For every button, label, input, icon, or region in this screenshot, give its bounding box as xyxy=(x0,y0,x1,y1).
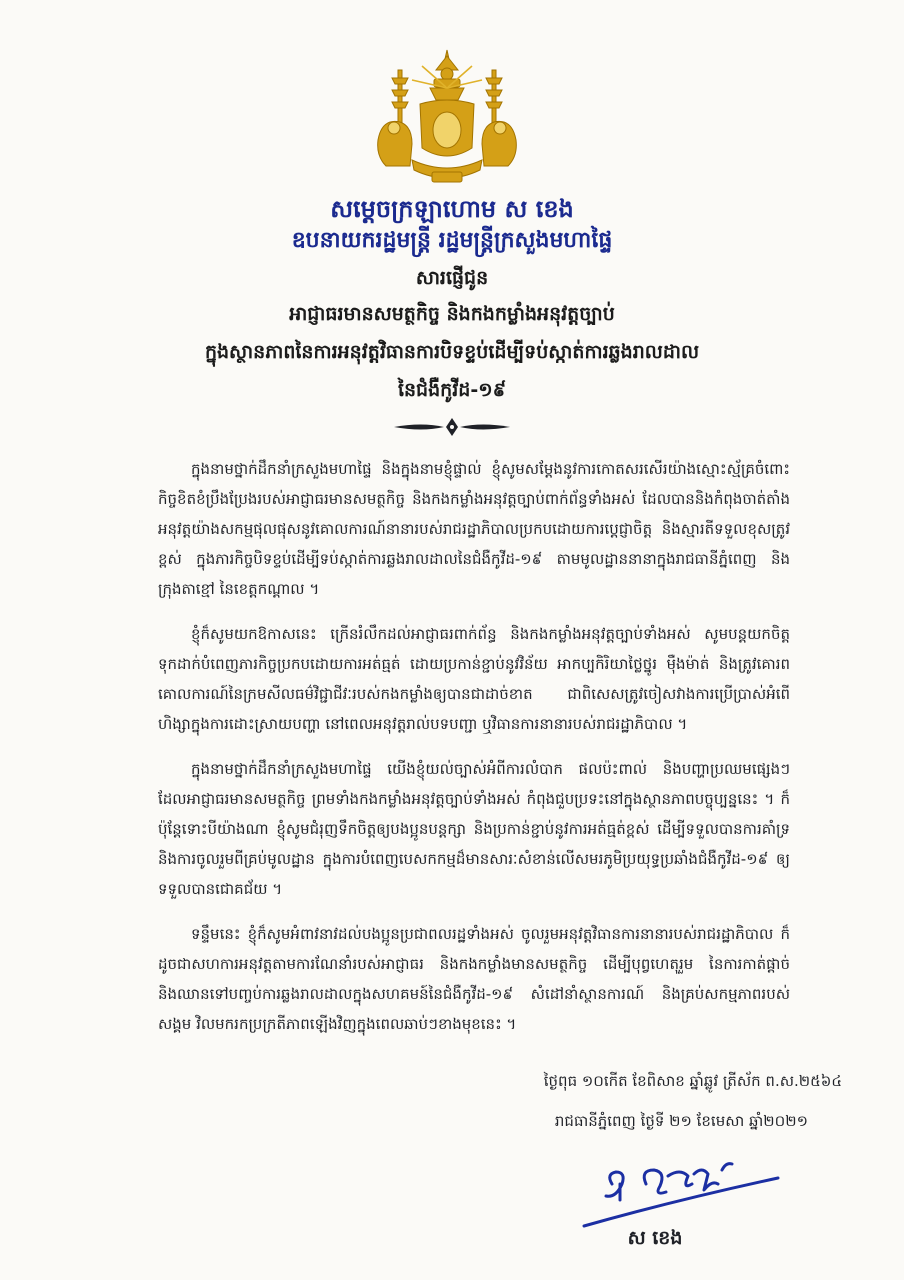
signer-name: ស ខេង xyxy=(627,1227,683,1249)
lunar-date: ថ្ងៃពុធ ១០កើត ខែពិសាខ ឆ្នាំឆ្លូវ ត្រីស័ក ព.ស.២៥៦៤ xyxy=(543,1072,842,1090)
solar-date: រាជធានីភ្នំពេញ ថ្ងៃទី ២១ ខែមេសា ឆ្នាំ២០២១ xyxy=(554,1112,808,1130)
royal-emblem-icon xyxy=(372,48,522,188)
body-paragraph: ក្នុងនាមថ្នាក់ដឹកនាំក្រសួងមហាផ្ទៃ និងក្នុងនាមខ្ញុំផ្ទាល់ ខ្ញុំសូមសម្តែងនូវការកោតសរសើរយ៉ាងស្មោះស្ម័គ្រចំពោះកិច្ចខិតខំប្រឹងប្រែងរបស់អាជ្ញាធរមានសមត្ថកិច្ច និងកងកម្លាំងអនុវត្តច្បាប់ពាក់ព័ន្ធទាំងអស់ ដែលបាននិងកំពុងចាត់តាំងអនុវត្តយ៉ាងសកម្មផុលផុសនូវគោលការណ៍នានារបស់រាជរដ្ឋាភិបាលប្រកបដោយការប្តេជ្ញាចិត្ត និងស្មារតីទទួលខុសត្រូវខ្ពស់ ក្នុងភារកិច្ចបិទខ្ទប់ដើម្បីទប់ស្កាត់ការឆ្លងរាលដាលនៃជំងឺកូវីដ-១៩ តាមមូលដ្ឋាននានាក្នុងរាជធានីភ្នំពេញ និងក្រុងតាខ្មៅ នៃខេត្តកណ្តាល ។ xyxy=(158,460,790,598)
message-label: សារផ្ញើជូន xyxy=(415,267,489,289)
subject-line-end: នៃជំងឺកូវីដ-១៩ xyxy=(397,379,507,401)
sender-title: ឧបនាយករដ្ឋមន្ត្រី រដ្ឋមន្ត្រីក្រសួងមហាផ្ទៃ xyxy=(291,228,613,253)
body-paragraph: ខ្ញុំក៏សូមយកឱកាសនេះ ក្រើនរំលឹកដល់អាជ្ញាធរពាក់ព័ន្ធ និងកងកម្លាំងអនុវត្តច្បាប់ទាំងអស់ សូមបន្តយកចិត្តទុកដាក់បំពេញភារកិច្ចប្រកបដោយការអត់ធ្មត់ ដោយប្រកាន់ខ្ជាប់នូវវិន័យ អាកប្បកិរិយាថ្លៃថ្នូរ ម៉ឺងម៉ាត់ និងត្រូវគោរពគោលការណ៍នៃក្រមសីលធម៌វិជ្ជាជីវៈរបស់កងកម្លាំងឲ្យបានជាដាច់ខាត ជាពិសេសត្រូវចៀសវាងការប្រើប្រាស់អំពើហិង្សាក្នុងការដោះស្រាយបញ្ហា នៅពេលអនុវត្តរាល់បទបញ្ជា ឬវិធានការនានារបស់រាជរដ្ឋាភិបាល ។ xyxy=(158,625,790,733)
recipient-line: អាជ្ញាធរមានសមត្ថកិច្ច និងកងកម្លាំងអនុវត្តច្បាប់ xyxy=(289,303,615,325)
handwritten-signature xyxy=(576,1150,786,1230)
sender-name: សម្តេចក្រឡាហោម ស ខេង xyxy=(330,195,574,223)
body-paragraph: ទន្ទឹមនេះ ខ្ញុំក៏សូមអំពាវនាវដល់បងប្អូនប្រជាពលរដ្ឋទាំងអស់ ចូលរួមអនុវត្តវិធានការនានារបស់រាជរដ្ឋាភិបាល ក៏ដូចជាសហការអនុវត្តតាមការណែនាំរបស់អាជ្ញាធរ និងកងកម្លាំងមានសមត្ថកិច្ច ដើម្បីបុព្វហេតុរួម នៃការកាត់ផ្តាច់ និងឈានទៅបញ្ចប់ការឆ្លងរាលដាលក្នុងសហគមន៍នៃជំងឺកូវីដ-១៩ សំដៅនាំស្ថានការណ៍ និងគ្រប់សកម្មភាពរបស់សង្គម វិលមករកប្រក្រតីភាពឡើងវិញក្នុងពេលឆាប់ៗខាងមុខនេះ ។ xyxy=(158,925,790,1033)
body-paragraph: ក្នុងនាមថ្នាក់ដឹកនាំក្រសួងមហាផ្ទៃ យើងខ្ញុំយល់ច្បាស់អំពីការលំបាក ផលប៉ះពាល់ និងបញ្ហាប្រឈមផ្សេងៗ ដែលអាជ្ញាធរមានសមត្ថកិច្ច ព្រមទាំងកងកម្លាំងអនុវត្តច្បាប់ទាំងអស់ កំពុងជួបប្រទះនៅក្នុងស្ថានភាពបច្ចុប្បន្ននេះ ។ ក៏ប៉ុន្តែទោះបីយ៉ាងណា ខ្ញុំសូមជំរុញទឹកចិត្តឲ្យបងប្អូនបន្តក្សា និងប្រកាន់ខ្ជាប់នូវការអត់ធ្មត់ខ្ពស់ ដើម្បីទទួលបានការគាំទ្រ និងការចូលរួមពីគ្រប់មូលដ្ឋាន ក្នុងការបំពេញបេសកកម្មដ៏មានសារៈសំខាន់លើសមរភូមិប្រយុទ្ធប្រឆាំងជំងឺកូវីដ-១៩ ឲ្យទទួលបានជោគជ័យ ។ xyxy=(158,760,790,898)
letter-body xyxy=(158,454,790,1054)
subject-line: ក្នុងស្ថានភាពនៃការអនុវត្តវិធានការបិទខ្ទប់ដើម្បីទប់ស្កាត់ការឆ្លងរាលដាល xyxy=(204,341,700,363)
ornamental-divider-icon xyxy=(392,416,512,438)
